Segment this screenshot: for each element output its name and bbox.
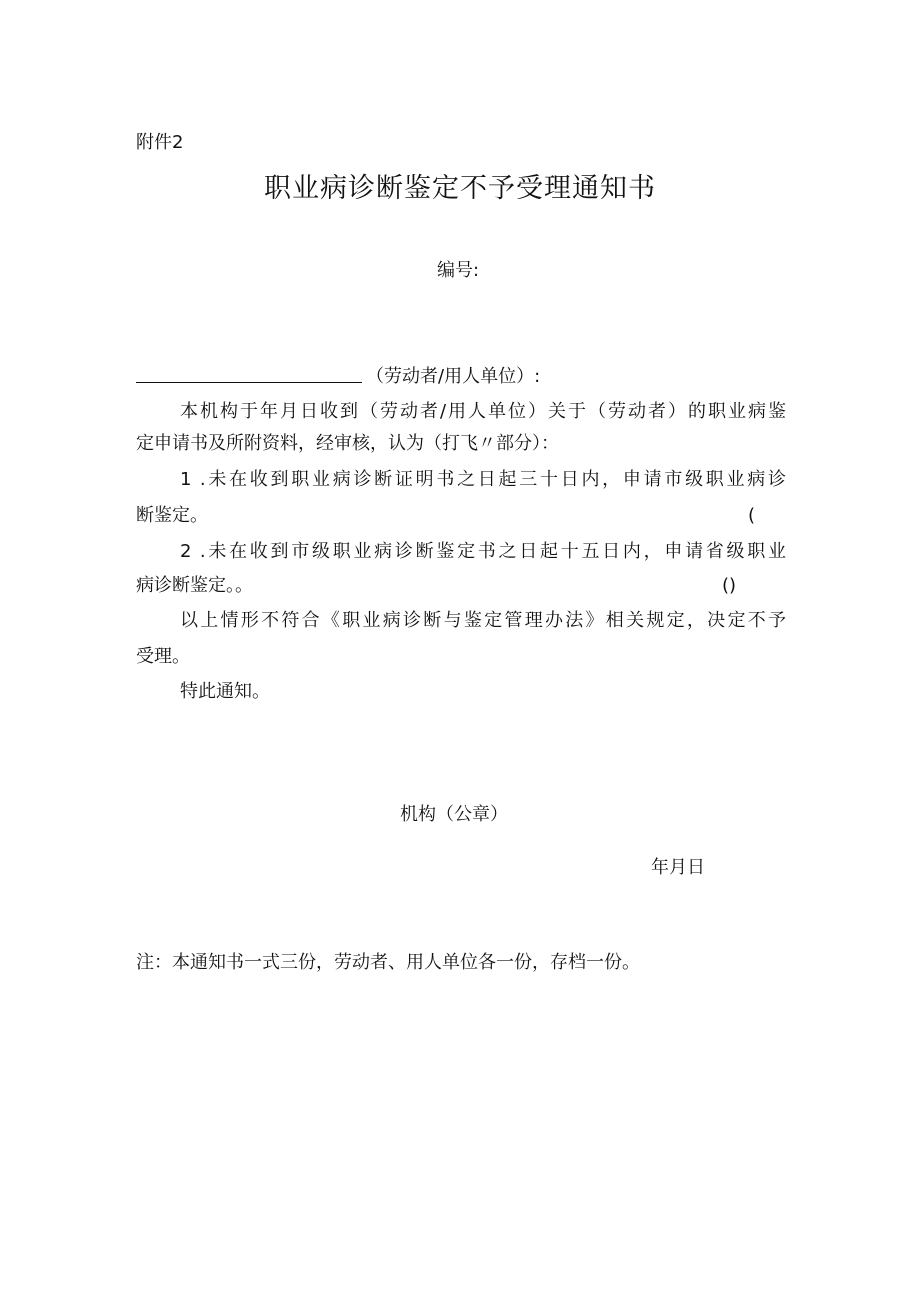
item-1-checkbox: ( [748,505,756,526]
document-title: 职业病诊断鉴定不予受理通知书 [264,173,656,204]
item-2-line-1: 2 .未在收到市级职业病诊断鉴定书之日起十五日内，申请省级职业 [180,541,786,562]
item-1-line-2: 断鉴定。 [136,505,208,526]
item-2-line-2: 病诊断鉴定。。 [136,575,253,596]
conclusion-line-1: 以上情形不符合《职业病诊断与鉴定管理办法》相关规定，决定不予 [180,610,786,631]
item-1-line-1: 1 .未在收到职业病诊断证明书之日起三十日内，申请市级职业病诊 [180,469,786,490]
signature-date: 年月日 [651,857,705,878]
addressee-role: （劳动者/用人单位）: [366,366,541,387]
serial-number-label: 编号: [437,260,480,281]
closing-text: 特此通知。 [180,681,270,702]
conclusion-line-2: 受理。 [136,646,190,667]
institution-seal-label: 机构（公章） [400,804,508,825]
item-2-checkbox: () [722,575,737,596]
footer-note: 注：本通知书一式三份，劳动者、用人单位各一份，存档一份。 [136,952,640,973]
addressee-blank-line [136,382,362,383]
intro-line-1: 本机构于年月日收到（劳动者/用人单位）关于（劳动者）的职业病鉴 [180,401,786,422]
attachment-label: 附件2 [136,132,184,153]
intro-line-2: 定申请书及所附资料，经审核，认为（打飞〃部分）： [136,433,559,454]
